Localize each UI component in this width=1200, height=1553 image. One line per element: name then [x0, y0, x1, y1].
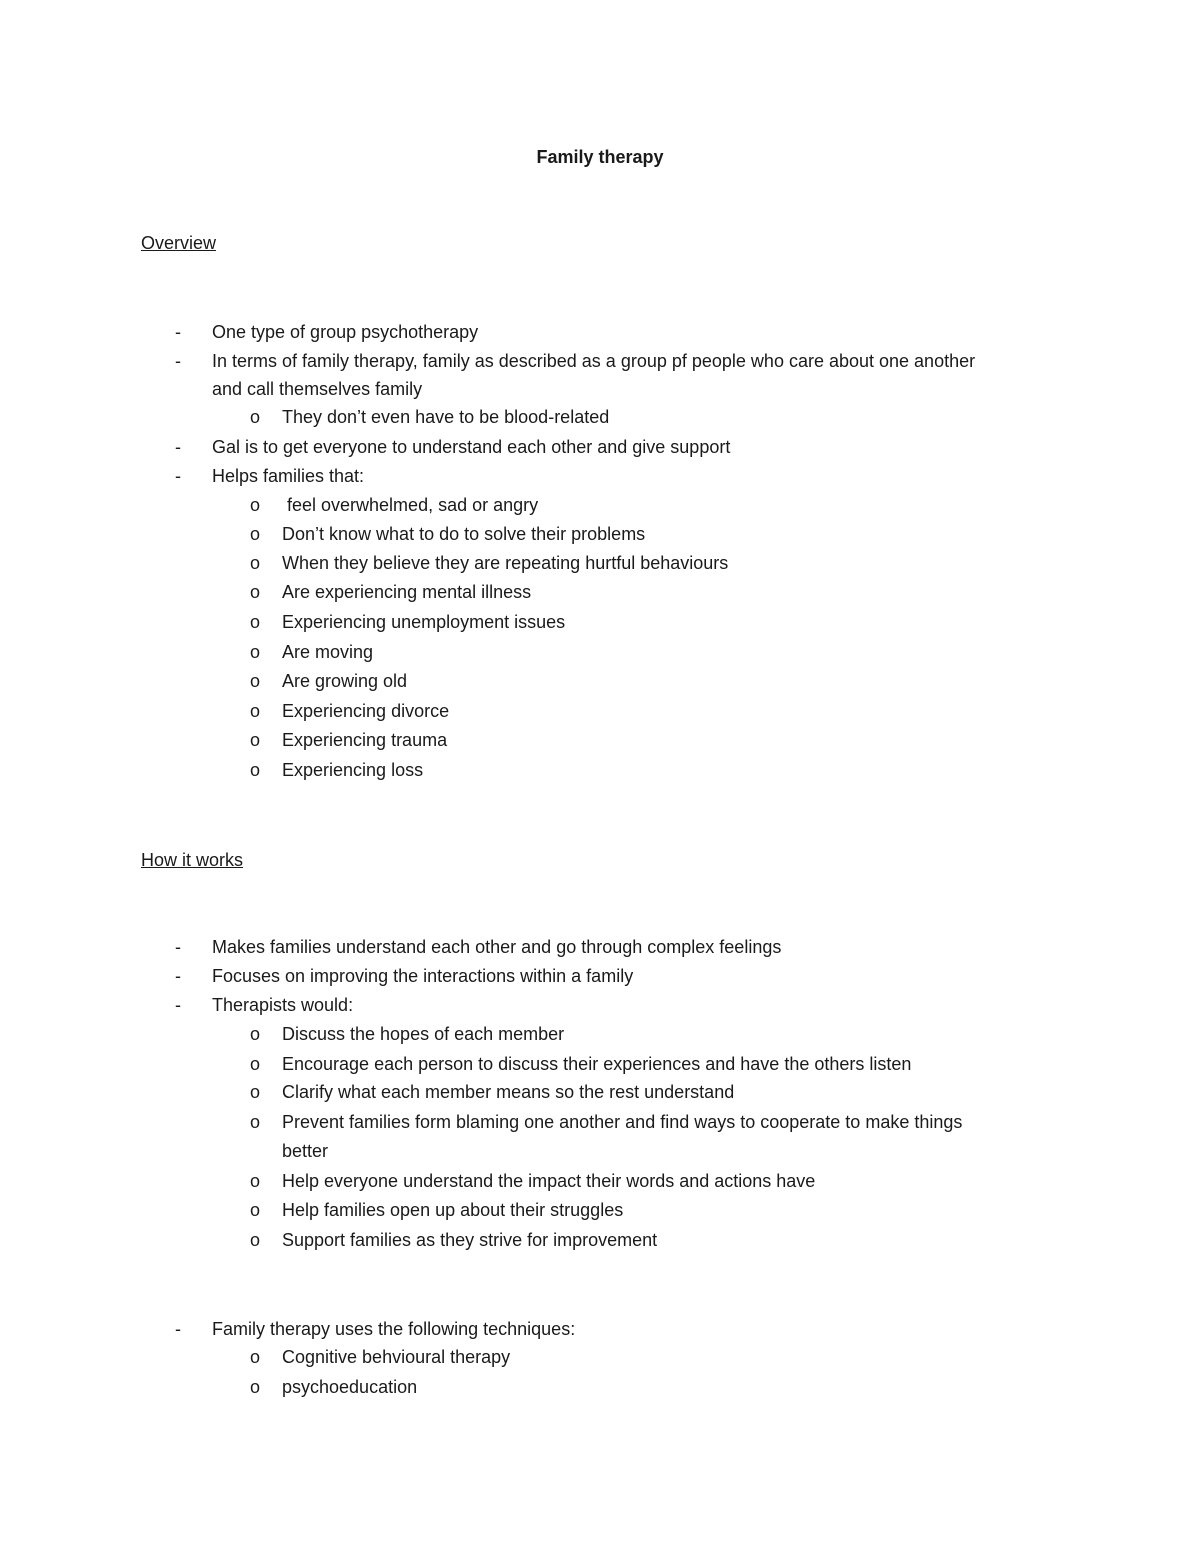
dash-marker: -	[175, 351, 181, 371]
sub-list-item-text: feel overwhelmed, sad or angry	[282, 495, 539, 515]
bullet-marker: o	[250, 642, 261, 662]
bullet-marker: o	[250, 671, 261, 691]
list-item-text: Helps families that:	[212, 466, 365, 486]
sub-list-item-text: Are growing old	[282, 671, 408, 691]
list-item-text: and call themselves family	[212, 379, 423, 399]
sub-list-item-text: Experiencing divorce	[282, 701, 450, 721]
sub-list-item-text: Experiencing loss	[282, 760, 424, 780]
sub-list-item-text: They don’t even have to be blood-related	[282, 407, 610, 427]
sub-list-item-text: Experiencing unemployment issues	[282, 612, 566, 632]
bullet-marker: o	[250, 495, 261, 515]
sub-list-item-text: Help families open up about their struggles	[282, 1200, 624, 1220]
sub-list-item-text: Support families as they strive for improvement	[282, 1230, 658, 1250]
sub-list-item-text: better	[282, 1141, 329, 1161]
bullet-marker: o	[250, 1200, 261, 1220]
dash-marker: -	[175, 995, 181, 1015]
bullet-marker: o	[250, 1024, 261, 1044]
bullet-marker: o	[250, 1082, 261, 1102]
document-title: Family therapy	[536, 147, 664, 167]
sub-list-item-text: When they believe they are repeating hurtful behaviours	[282, 553, 729, 573]
bullet-marker: o	[250, 730, 261, 750]
dash-marker: -	[175, 322, 181, 342]
bullet-marker: o	[250, 760, 261, 780]
dash-marker: -	[175, 466, 181, 486]
bullet-marker: o	[250, 1112, 261, 1132]
sub-list-item-text: Clarify what each member means so the rest understand	[282, 1082, 735, 1102]
dash-marker: -	[175, 966, 181, 986]
bullet-marker: o	[250, 1171, 261, 1191]
bullet-marker: o	[250, 701, 261, 721]
bullet-marker: o	[250, 612, 261, 632]
list-item-text: One type of group psychotherapy	[212, 322, 479, 342]
sub-list-item-text: psychoeducation	[282, 1377, 418, 1397]
sub-list-item-text: Prevent families form blaming one another and find ways to cooperate to make things	[282, 1112, 963, 1132]
sub-list-item-text: Don’t know what to do to solve their problems	[282, 524, 646, 544]
list-item-text: In terms of family therapy, family as described as a group pf people who care about one another	[212, 351, 976, 371]
dash-marker: -	[175, 437, 181, 457]
list-item-text: Therapists would:	[212, 995, 354, 1015]
dash-marker: -	[175, 937, 181, 957]
bullet-marker: o	[250, 1054, 261, 1074]
bullet-marker: o	[250, 1230, 261, 1250]
dash-marker: -	[175, 1319, 181, 1339]
bullet-marker: o	[250, 1347, 261, 1367]
sub-list-item-text: Help everyone understand the impact their words and actions have	[282, 1171, 816, 1191]
list-item-text: Gal is to get everyone to understand each other and give support	[212, 437, 731, 457]
bullet-marker: o	[250, 524, 261, 544]
bullet-marker: o	[250, 1377, 261, 1397]
list-item-text: Focuses on improving the interactions within a family	[212, 966, 634, 986]
list-item-text: Makes families understand each other and go through complex feelings	[212, 937, 782, 957]
section-heading-how-it-works: How it works	[141, 850, 244, 870]
sub-list-item-text: Experiencing trauma	[282, 730, 448, 750]
sub-list-item-text: Discuss the hopes of each member	[282, 1024, 565, 1044]
sub-list-item-text: Are experiencing mental illness	[282, 582, 532, 602]
sub-list-item-text: Encourage each person to discuss their experiences and have the others listen	[282, 1054, 912, 1074]
section-heading-overview: Overview	[141, 233, 217, 253]
list-item-text: Family therapy uses the following techniques:	[212, 1319, 576, 1339]
bullet-marker: o	[250, 407, 261, 427]
sub-list-item-text: Cognitive behvioural therapy	[282, 1347, 511, 1367]
bullet-marker: o	[250, 582, 261, 602]
bullet-marker: o	[250, 553, 261, 573]
sub-list-item-text: Are moving	[282, 642, 374, 662]
